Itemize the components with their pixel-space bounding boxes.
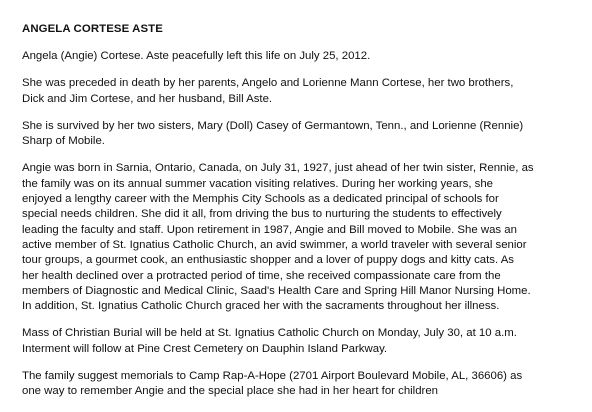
obituary-document [22, 22, 588, 412]
survived-by-paragraph: She is survived by her two sisters, Mary (Doll) Casey of Germantown, Tenn., and Lorienne (Rennie) Sharp of Mobile. [22, 119, 524, 148]
opening-paragraph: Angela (Angie) Cortese. Aste peacefully left this life on July 25, 2012. [22, 50, 371, 62]
memorials-paragraph: The family suggest memorials to Camp Rap-A-Hope (2701 Airport Boulevard Mobile, AL, 36606) as one way to remember Angie and the special place she had in her heart for children [22, 370, 523, 398]
preceded-in-death-paragraph: She was preceded in death by her parents, Angelo and Lorienne Mann Cortese, her two brothers, Dick and Jim Cortese, and her husband, Bill Aste. [22, 77, 514, 105]
service-paragraph: Mass of Christian Burial will be held at St. Ignatius Catholic Church on Monday, July 30, at 10 a.m. Interment will follow at Pine Crest Cemetery on Dauphin Island Parkway. [22, 327, 517, 355]
obituary-title: ANGELA CORTESE ASTE [22, 23, 163, 35]
biography-paragraph: Angie was born in Sarnia, Ontario, Canada, on July 31, 1927, just ahead of her twin sister, Rennie, as the family was on its annual summer vacation visiting relatives. During her working years, she enjoyed a lengthy career with the Memphis City Schools as a dedicated principal of schools for special needs children. She did it all, from driving the bus to nurturing the students to effectively leading the faculty and staff. Upon retirement in 1987, Angie and Bill moved to Mobile. She was an active member of St. Ignatius Catholic Church, an avid swimmer, a world traveler with several senior tour groups, a gourmet cook, an enthusiastic shopper and a lover of puppy dogs and kitty cats. As her health declined over a protracted period of time, she received compassionate care from the members of Diagnostic and Medical Clinic, Saad's Health Care and Spring Hill Manor Nursing Home. In addition, St. Ignatius Catholic Church graced her with the sacraments throughout her illness. [22, 162, 534, 313]
